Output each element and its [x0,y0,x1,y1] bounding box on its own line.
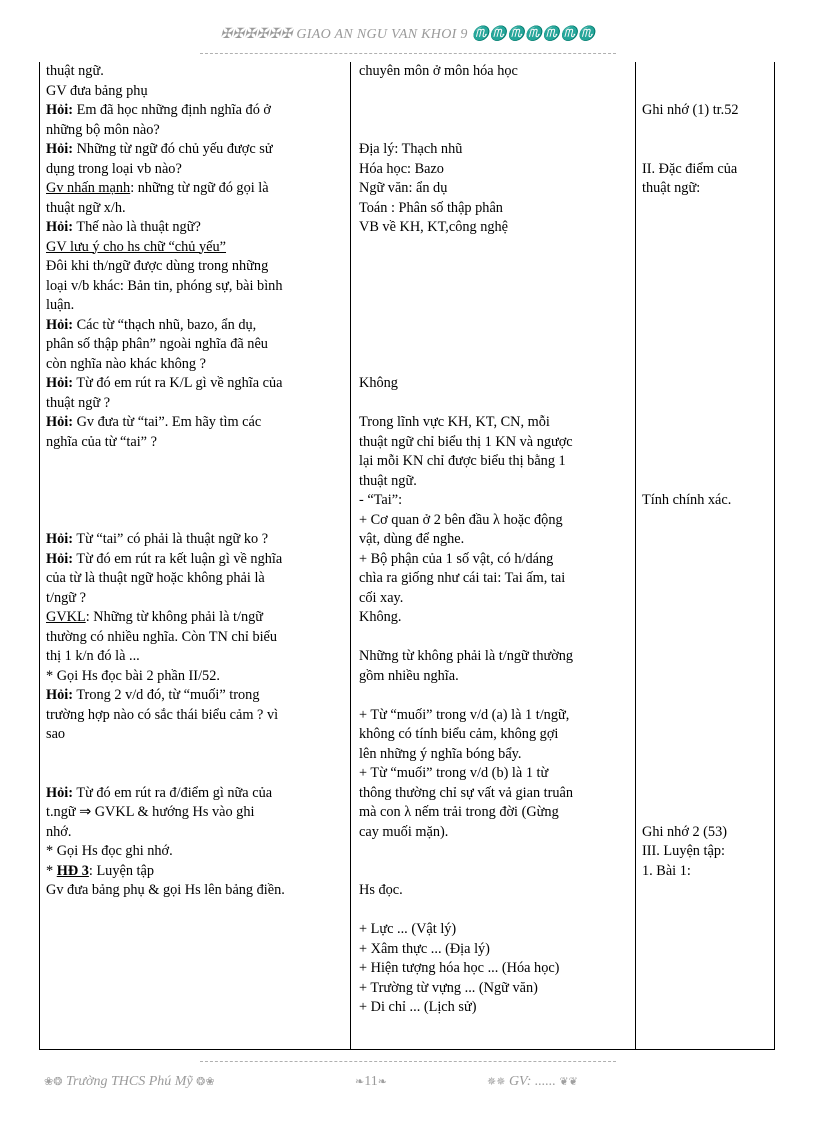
text-line: thuật ngữ chỉ biểu thị 1 KN và ngược [359,433,573,450]
text-line [46,803,345,823]
text-line [642,374,771,394]
line-text: : Luyện tập [88,862,155,879]
text-line [642,316,771,336]
text-line [642,550,771,570]
content-column [642,62,771,881]
question-label: Hỏi: [46,219,74,235]
line-text: thuật ngữ ? [46,394,111,411]
line-text: Em đã học những định nghĩa đó ở [73,102,271,118]
text-line [46,121,345,141]
text-line [642,647,771,667]
text-line: thuật ngữ. [359,472,417,489]
text-line [359,277,627,297]
line-text: sao [46,726,66,742]
ornament-icon: ❀❂ [44,1076,63,1088]
text-line [359,238,627,258]
line-text: thuật ngữ. [46,63,104,79]
footer-teacher [487,1074,578,1090]
text-line: mà con λ nếm trải trong đời (Gừng [359,804,559,820]
text-line: lên những ý nghĩa bóng bẩy. [359,745,522,762]
text-line [359,686,627,706]
text-line: cối xay. [359,589,404,606]
text-line [642,433,771,453]
text-line [46,160,345,180]
line-text: GV đưa bảng phụ [46,82,148,99]
footer-school [44,1074,215,1090]
text-line [642,784,771,804]
text-line: lại mỗi KN chỉ được biểu thị bằng 1 [359,453,566,469]
text-line [642,667,771,687]
question-label: Hỏi: [46,141,74,157]
text-line: + Từ “muối” trong v/d (a) là 1 t/ngữ, [359,706,570,723]
ornament-icon: ❧ [355,1076,365,1088]
text-line [642,511,771,531]
text-line: Địa lý: Thạch nhũ [359,141,463,157]
text-line: + Bộ phận của 1 số vật, có h/dáng [359,550,554,567]
line-text: loại v/b khác: Bản tin, phóng sự, bài bình [46,277,283,294]
line-text: Thế nào là thuật ngữ? [73,219,201,235]
text-line: + Từ “muối” trong v/d (b) là 1 từ [359,765,549,781]
text-line [359,316,627,336]
text-line [46,823,345,843]
footer-divider [200,1061,616,1062]
text-line [46,628,345,648]
line-text: thuật ngữ x/h. [46,199,126,216]
text-line [46,862,345,882]
text-line: chuyên môn ở môn hóa học [359,63,518,79]
text-line [46,706,345,726]
text-line [642,296,771,316]
line-text: dụng trong loại vb nào? [46,160,182,177]
text-line [642,238,771,258]
line-text: Từ “tai” có phải là thuật ngữ ko ? [73,531,269,547]
text-line [46,199,345,219]
text-line [46,589,345,609]
text-line: + Hiện tượng hóa học ... (Hóa học) [359,960,560,976]
text-line: chìa ra giống như cái tai: Tai ấm, tai [359,570,566,586]
line-text: Từ đó em rút ra đ/điểm gì nữa của [73,784,273,801]
text-line: vật, dùng để nghe. [359,531,465,547]
text-line [359,296,627,316]
text-line [46,686,345,706]
ornament-icon: ❂❀ [196,1076,215,1088]
text-line [642,413,771,433]
line-text: Các từ “thạch nhũ, bazo, ẩn dụ, [73,316,257,333]
line-text: : những từ ngữ đó gọi là [130,180,269,196]
text-line [642,62,771,82]
footer-page [355,1074,387,1090]
text-line: + Cơ quan ở 2 bên đầu λ hoặc động [359,511,563,528]
text-line [359,842,627,862]
text-line: + Trường từ vựng ... (Ngữ văn) [359,979,538,996]
text-line: gồm nhiều nghĩa. [359,667,459,684]
text-line [46,842,345,862]
text-line [642,335,771,355]
text-line: Trong lĩnh vực KH, KT, CN, mỗi [359,414,550,430]
text-line [46,82,345,102]
line-text: t.ngữ ⇒ GVKL & hướng Hs vào ghi [46,804,255,820]
line-prefix: * [46,862,57,879]
text-line [46,335,345,355]
question-label: Hỏi: [46,102,74,118]
line-text: nghĩa của từ “tai” ? [46,433,157,450]
text-line [642,725,771,745]
text-line: Toán : Phân số thập phân [359,199,503,216]
underlined-note: Gv nhấn mạnh [46,180,131,196]
text-line [359,862,627,882]
text-line: - “Tai”: [359,492,403,508]
text-line: Hóa học: Bazo [359,160,444,177]
text-line [359,394,627,414]
line-text: Đôi khi th/ngữ được dùng trong những [46,258,269,274]
text-line: Không. [359,609,402,625]
line-text: : Những từ không phải là t/ngữ [85,609,264,625]
text-line [46,511,345,531]
question-label: Hỏi: [46,784,74,801]
text-line [46,316,345,336]
line-text: trường hợp nào có sắc thái biểu cảm ? vì [46,706,279,723]
text-line [46,530,345,550]
text-line [46,745,345,765]
text-line: Tính chính xác. [642,492,732,508]
line-text: t/ngữ ? [46,589,86,606]
text-line [642,121,771,141]
text-line: VB về KH, KT,công nghệ [359,219,509,235]
text-line [642,530,771,550]
text-line [359,628,627,648]
page-number: 11 [364,1074,378,1089]
text-line [46,277,345,297]
line-text: những bộ môn nào? [46,121,160,138]
header-divider [200,53,616,54]
text-line: Ngữ văn: ẩn dụ [359,180,448,196]
activity-label: HĐ 3 [56,862,89,879]
line-text: phân số thập phân” ngoài nghĩa đã nêu [46,336,268,352]
text-line: Hs đọc. [359,882,403,898]
text-line: + Lực ... (Vật lý) [359,921,457,937]
text-line [359,901,627,921]
text-line [46,413,345,433]
page-header: ✠✠✠✠✠✠ GIAO AN NGU VAN KHOI 9 ♏♏♏♏♏♏♏ [220,27,596,42]
text-line [46,784,345,804]
text-line: + Xâm thực ... (Địa lý) [359,940,490,957]
text-line [642,140,771,160]
line-text: thường có nhiều nghĩa. Còn TN chỉ biểu [46,628,278,645]
text-line: II. Đặc điểm của [642,160,738,177]
text-line [46,62,345,82]
line-text: Những từ ngữ đó chủ yếu được sử [73,141,273,157]
question-label: Hỏi: [46,375,74,391]
text-line: cay muối mặn). [359,823,449,840]
text-line: Những từ không phải là t/ngữ thường [359,648,574,664]
text-line [46,472,345,492]
text-line [46,257,345,277]
question-label: Hỏi: [46,531,74,547]
line-text: Gv đưa từ “tai”. Em hãy tìm các [73,414,262,430]
ornament-icon: ✵✵ [487,1076,506,1088]
text-line [642,628,771,648]
text-line [46,101,345,121]
question-label: Hỏi: [46,316,74,333]
line-text: Trong 2 v/d đó, từ “muối” trong [73,687,260,703]
text-line: III. Luyện tập: [642,843,725,859]
text-line [46,179,345,199]
line-text: nhớ. [46,823,72,840]
underlined-note: GV lưu ý cho hs chữ “chủ yếu” [46,238,227,255]
ornament-icon: ❧ [377,1076,387,1088]
text-line: Ghi nhớ 2 (53) [642,823,727,840]
text-line [46,433,345,453]
text-line: Ghi nhớ (1) tr.52 [642,102,739,118]
text-line [46,374,345,394]
text-line [46,725,345,745]
text-line [46,647,345,667]
text-line [642,803,771,823]
text-line [46,881,345,901]
text-line [46,218,345,238]
text-line [46,452,345,472]
text-line [46,140,345,160]
text-line [642,199,771,219]
text-line [642,706,771,726]
text-line [642,569,771,589]
text-line [642,394,771,414]
text-line: Không [359,375,398,391]
line-text: * Gọi Hs đọc bài 2 phần II/52. [46,667,220,684]
text-line: thông thường chỉ sự vất vả gian truân [359,784,574,801]
text-line [642,277,771,297]
question-label: Hỏi: [46,550,74,567]
text-line [359,257,627,277]
underlined-note: GVKL [46,609,86,625]
text-line [359,355,627,375]
text-line [46,238,345,258]
text-line: 1. Bài 1: [642,862,691,879]
text-line [642,764,771,784]
text-line [642,82,771,102]
line-text: thị 1 k/n đó là ... [46,648,140,664]
line-text: Từ đó em rút ra kết luận gì về nghĩa [73,550,283,567]
text-line [359,121,627,141]
text-line [642,589,771,609]
text-line [642,452,771,472]
line-text: luận. [46,297,75,313]
question-label: Hỏi: [46,687,74,703]
text-line [642,472,771,492]
text-line [46,394,345,414]
column-divider-1 [350,62,351,1050]
text-line [642,745,771,765]
text-line [46,764,345,784]
text-line [642,218,771,238]
line-text: của từ là thuật ngữ hoặc không phải là [46,570,265,586]
line-text: còn nghĩa nào khác không ? [46,355,206,372]
school-name: Trường THCS Phú Mỹ [65,1074,193,1089]
text-line [642,257,771,277]
text-line [359,101,627,121]
text-line: thuật ngữ: [642,180,701,196]
text-line [642,686,771,706]
text-line: + Di chỉ ... (Lịch sử) [359,999,477,1015]
text-line [46,550,345,570]
line-text: Từ đó em rút ra K/L gì về nghĩa của [73,375,283,391]
student-activity-column [359,62,627,1018]
text-line [642,608,771,628]
text-line [46,608,345,628]
text-line [46,355,345,375]
line-text: Gv đưa bảng phụ & gọi Hs lên bảng điền. [46,882,285,898]
text-line [359,335,627,355]
teacher-name: GV: ...... [508,1074,556,1089]
text-line [359,82,627,102]
text-line [46,491,345,511]
text-line [642,355,771,375]
text-line [46,296,345,316]
teacher-activity-column [46,62,345,901]
line-text: * Gọi Hs đọc ghi nhớ. [46,843,173,859]
text-line [46,569,345,589]
text-line: không có tính biểu cảm, không gợi [359,726,559,742]
ornament-icon: ❦❦ [559,1076,578,1088]
text-line [46,667,345,687]
question-label: Hỏi: [46,414,74,430]
column-divider-2 [635,62,636,1050]
